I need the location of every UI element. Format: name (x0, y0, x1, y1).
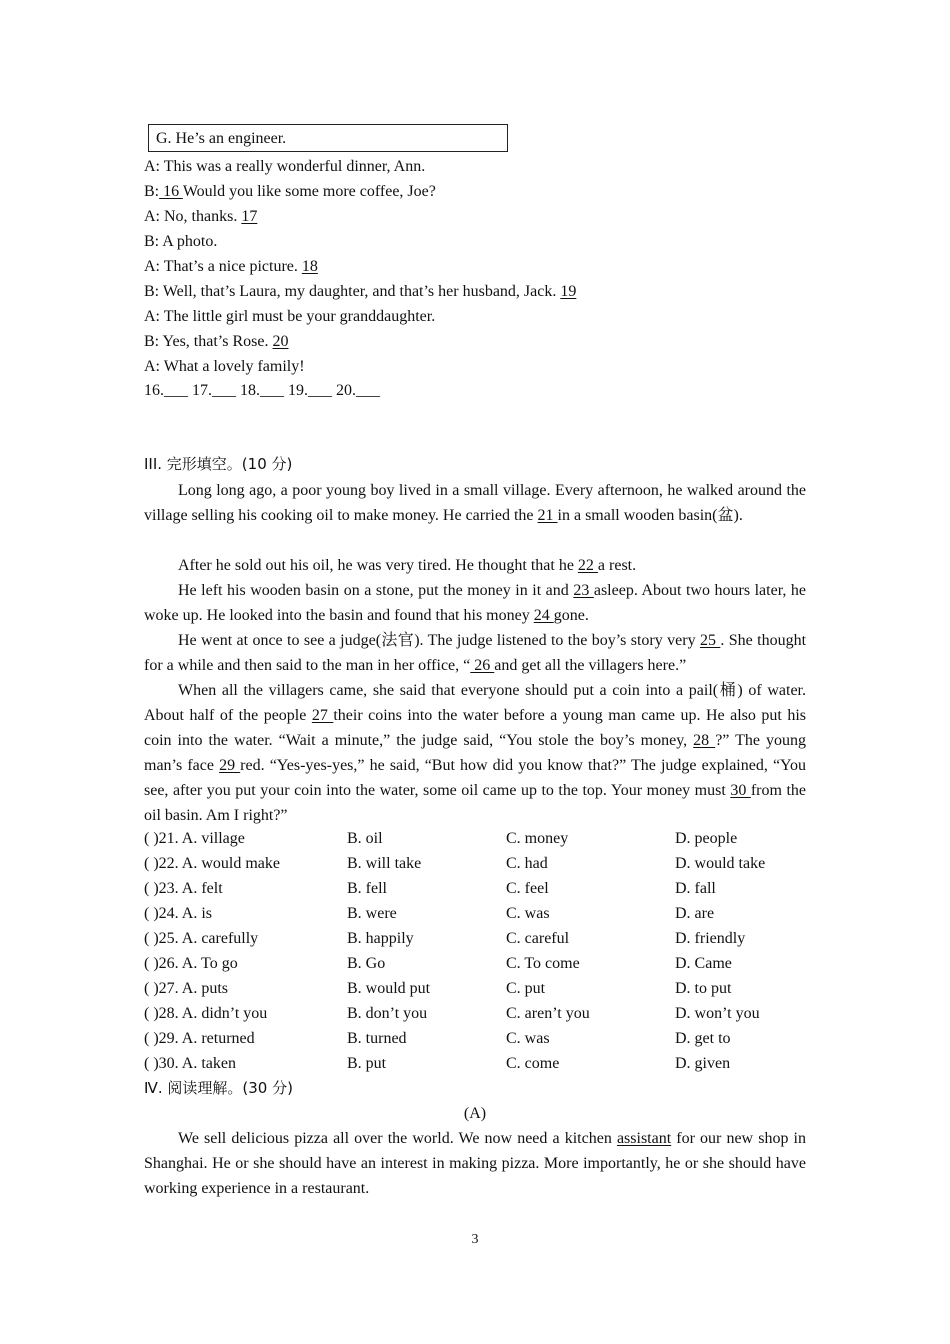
cloze-paragraph-4: He went at once to see a judge(法官). The judge listened to the boy’s story very 25 . She thought for a while and then said to the man in her office, “ 26 and get all the villagers here.” (144, 632, 807, 674)
dialogue-line: B: 16 Would you like some more coffee, Joe? (144, 183, 436, 200)
cloze-paragraph-3: He left his wooden basin on a stone, put the money in it and 23 asleep. About two hours later, he woke up. He looked into the basin and found that his money 24 gone. (144, 582, 807, 624)
option-a: ( )23. A. felt (144, 880, 223, 897)
option-c: C. was (506, 905, 550, 922)
blank-30: 30 (730, 782, 751, 799)
option-d: D. to put (675, 980, 732, 997)
option-row (144, 901, 806, 926)
option-c: C. careful (506, 930, 570, 947)
option-row (144, 1001, 806, 1026)
option-c: C. had (506, 855, 548, 872)
answer-line: 16.___ 17.___ 18.___ 19.___ 20.___ (144, 382, 380, 399)
option-row (144, 951, 806, 976)
reading-passage-label: (A) (463, 1105, 487, 1122)
option-d: D. given (675, 1055, 731, 1072)
option-row (144, 826, 806, 851)
option-a: ( )21. A. village (144, 830, 245, 847)
option-a: ( )27. A. puts (144, 980, 228, 997)
answer-blank: 18 (301, 258, 318, 275)
option-row (144, 876, 806, 901)
option-c: C. come (506, 1055, 560, 1072)
option-c: C. was (506, 1030, 550, 1047)
option-box-g: G. He’s an engineer. (148, 124, 508, 152)
answer-blank: 19 (560, 283, 577, 300)
option-row (144, 1026, 806, 1051)
dialogue-line: A: The little girl must be your granddaughter. (144, 308, 436, 325)
cloze-paragraph-2: After he sold out his oil, he was very tired. He thought that he 22 a rest. (178, 557, 637, 574)
underlined-word: assistant (616, 1130, 672, 1147)
blank-22: 22 (577, 557, 598, 574)
option-b: B. oil (347, 830, 383, 847)
reading-paragraph: We sell delicious pizza all over the world. We now need a kitchen assistant for our new shop in Shanghai. He or she should have an interest in making pizza. More importantly, he or she should have working experience in a restaurant. (144, 1130, 807, 1197)
option-d: D. people (675, 830, 738, 847)
blank-27: 27 (311, 707, 334, 724)
option-d: D. won’t you (675, 1005, 760, 1022)
option-a: ( )24. A. is (144, 905, 212, 922)
dialogue-line: B: A photo. (144, 233, 218, 250)
option-row (144, 926, 806, 951)
option-b: B. Go (347, 955, 386, 972)
blank-28: 28 (693, 732, 716, 749)
option-row (144, 1051, 806, 1076)
option-c: C. To come (506, 955, 580, 972)
option-c: C. aren’t you (506, 1005, 590, 1022)
section-3-title: III. 完形填空。(10 分) (144, 455, 293, 473)
option-b: B. turned (347, 1030, 407, 1047)
blank-29: 29 (219, 757, 241, 774)
option-b: B. would put (347, 980, 431, 997)
cloze-paragraph-1: Long long ago, a poor young boy lived in a small village. Every afternoon, he walked around the village selling his cooking oil to make money. He carried the 21 in a small wooden basin(盆). (144, 482, 806, 524)
dialogue-line: B: Yes, that’s Rose. 20 (144, 333, 289, 350)
blank-26: 26 (470, 657, 495, 674)
option-d: D. would take (675, 855, 766, 872)
answer-blank: 20 (272, 333, 289, 350)
blank-21: 21 (537, 507, 558, 524)
option-d: D. are (675, 905, 715, 922)
blank-24: 24 (533, 607, 554, 624)
answer-blank: 16 (159, 183, 183, 200)
option-a: ( )28. A. didn’t you (144, 1005, 268, 1022)
option-b: B. fell (347, 880, 387, 897)
page-number: 3 (471, 1232, 479, 1247)
option-b: B. happily (347, 930, 414, 947)
option-b: B. don’t you (347, 1005, 428, 1022)
option-b: B. will take (347, 855, 422, 872)
section-4-title: Ⅳ. 阅读理解。(30 分) (144, 1079, 293, 1097)
dialogue-line: A: This was a really wonderful dinner, Ann. (144, 158, 426, 175)
dialogue-line: A: No, thanks. 17 (144, 208, 258, 225)
option-a: ( )30. A. taken (144, 1055, 236, 1072)
option-row (144, 851, 806, 876)
option-c: C. put (506, 980, 546, 997)
dialogue-line: A: What a lovely family! (144, 358, 305, 375)
option-c: C. money (506, 830, 569, 847)
option-a: ( )26. A. To go (144, 955, 238, 972)
option-d: D. get to (675, 1030, 731, 1047)
option-d: D. Came (675, 955, 732, 972)
answer-blank: 17 (241, 208, 258, 225)
option-c: C. feel (506, 880, 549, 897)
option-d: D. friendly (675, 930, 746, 947)
option-b: B. were (347, 905, 397, 922)
cloze-paragraph-5: When all the villagers came, she said that everyone should put a coin into a pail(桶) of water. About half of the people 27 their coins into the water before a young man came up. He also put his coin into the water. “Wait a minute,” the judge said, “You stole the boy’s money, 28 ?” The young man’s face 29 red. “Yes-yes-yes,” he said, “But how did you know that?” The judge explained, “You see, after you put your coin into the water, some oil came up to the top. Your money must 30 from the oil basin. Am I right?” (144, 682, 806, 824)
option-a: ( )22. A. would make (144, 855, 280, 872)
dialogue-line: A: That’s a nice picture. 18 (144, 258, 318, 275)
option-b: B. put (347, 1055, 387, 1072)
option-row (144, 976, 806, 1001)
option-a: ( )25. A. carefully (144, 930, 259, 947)
blank-25: 25 (699, 632, 721, 649)
dialogue-line: B: Well, that’s Laura, my daughter, and that’s her husband, Jack. 19 (144, 283, 577, 300)
option-a: ( )29. A. returned (144, 1030, 255, 1047)
blank-23: 23 (573, 582, 594, 599)
option-d: D. fall (675, 880, 716, 897)
